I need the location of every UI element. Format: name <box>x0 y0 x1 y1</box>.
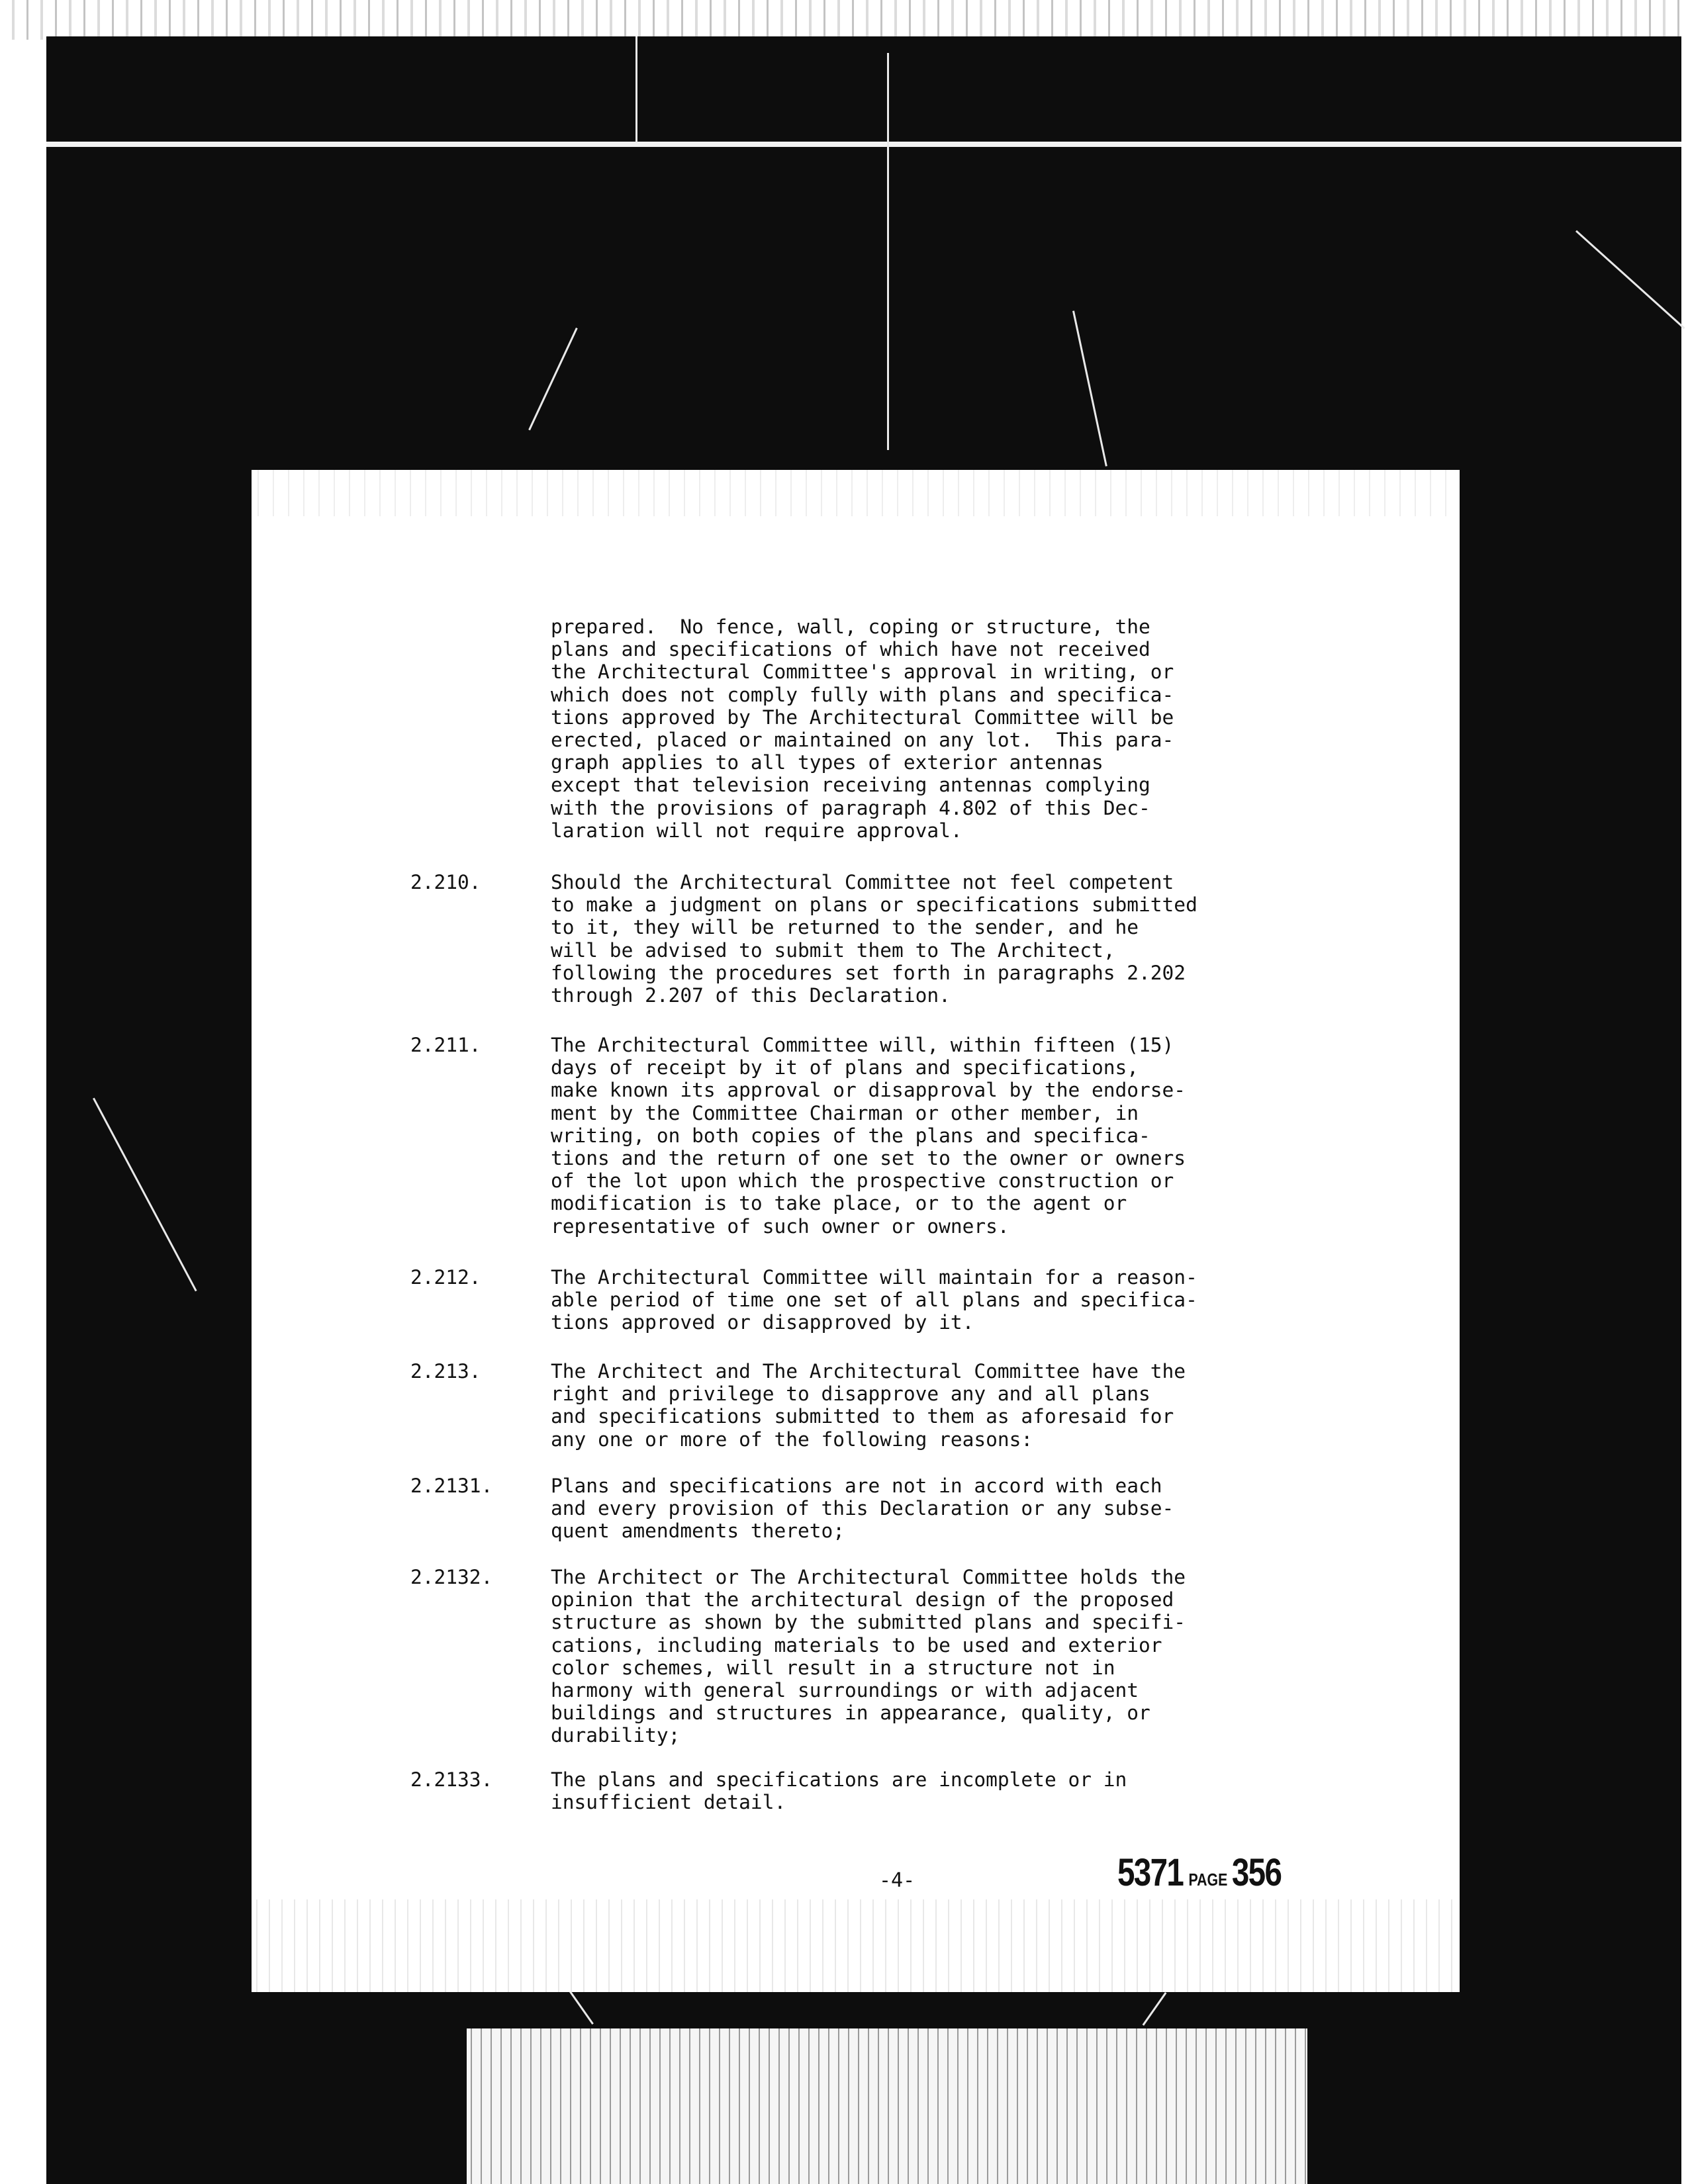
paragraph-body: Should the Architectural Committee not feel competent to make a judgment on plans or specifications submitted to it, they will be returned to the sender, and he will be advised to submit them to The Architect, following the procedures set forth in paragraphs 2.202 through 2.207 of this Declaration. <box>551 871 1197 1007</box>
book-number: 5371 <box>1117 1851 1184 1894</box>
paragraph-continuation: prepared. No fence, wall, coping or structure, the plans and specifications of which have not received the Architectural Committee's approval in writing, or which does not comply fully with plans and specifica- tions approved by The Architectural Committee will be erected, placed or maintained on any lot. This para- graph applies to all types of exterior antennas except that television receiving antennas complying with the provisions of paragraph 4.802 of this Dec- laration will not require approval. <box>551 615 1174 842</box>
paragraph-body: The Architectural Committee will, within fifteen (15) days of receipt by it of plans and specifications, make known its approval or disapproval by the endorse- ment by the Committee Chairman or other member, in writing, on both copies of the plans and specifica- tions and the return of one set to the owner or owners of the lot upon which the prospective construction or modification is to take place, or to the agent or representative of such owner or owners. <box>551 1034 1186 1238</box>
paragraph-number: 2.2131. <box>410 1475 493 1497</box>
scan-noise-slip <box>467 2028 1307 2184</box>
paragraph-number: 2.2133. <box>410 1768 493 1791</box>
page-label: PAGE <box>1188 1870 1228 1889</box>
paragraph-body: The Architect and The Architectural Committee have the right and privilege to disapprove any and all plans and specifications submitted to them as aforesaid for any one or more of the following reasons: <box>551 1360 1186 1451</box>
page-number: -4- <box>879 1869 915 1892</box>
paragraph-body: The Architectural Committee will maintain for a reason- able period of time one set of all plans and specifica- tions approved or disapproved by it. <box>551 1266 1197 1334</box>
paragraph-number: 2.2132. <box>410 1566 493 1588</box>
recording-page-number: 356 <box>1231 1851 1282 1894</box>
paragraph-number: 2.213. <box>410 1360 481 1383</box>
book-page-stamp <box>1117 1850 1281 1895</box>
paragraph-number: 2.212. <box>410 1266 481 1289</box>
paragraph-body: The Architect or The Architectural Committee holds the opinion that the architectural design of the proposed structure as shown by the submitted plans and specifi- cations, including materials to be used and exterior color schemes, will result in a structure not in harmony with general surroundings or with adjacent buildings and structures in appearance, quality, or durability; <box>551 1566 1186 1747</box>
paragraph-number: 2.211. <box>410 1034 481 1056</box>
scan-scratch <box>887 53 889 450</box>
paper-noise <box>252 1899 1460 1992</box>
scan-noise-strip <box>0 0 1688 40</box>
paragraph-number: 2.210. <box>410 871 481 893</box>
paper-noise <box>252 470 1460 516</box>
paragraph-body: The plans and specifications are incomplete or in insufficient detail. <box>551 1768 1127 1814</box>
scan-rule-line <box>46 142 1681 147</box>
scan-scratch <box>635 36 637 142</box>
paragraph-body: Plans and specifications are not in accord with each and every provision of this Declaration or any subse- quent amendments thereto; <box>551 1475 1174 1543</box>
